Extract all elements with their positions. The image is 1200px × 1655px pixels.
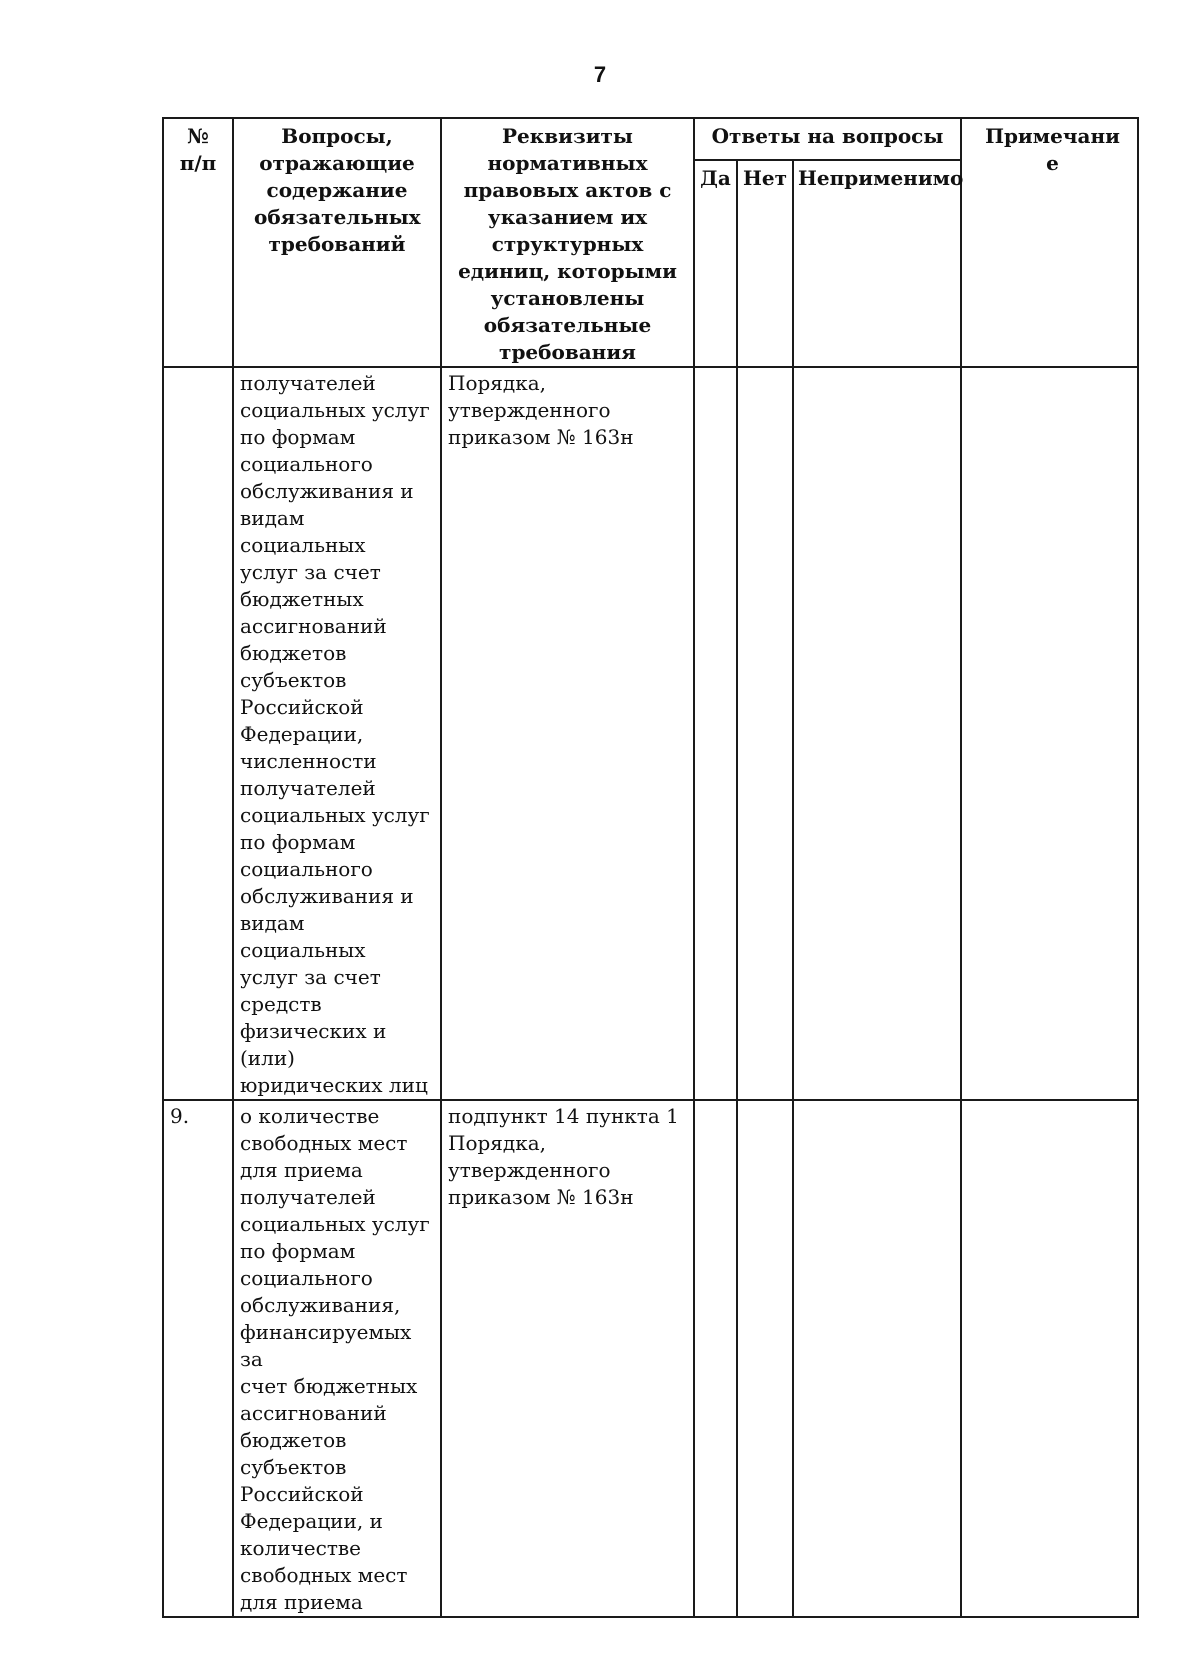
row-number [163,367,233,1100]
header-answers: Ответы на вопросы [694,118,961,160]
row-requisite: подпункт 14 пункта 1 Порядка, утвержденного приказом № 163н [441,1100,694,1617]
answer-na-cell[interactable] [793,367,961,1100]
answer-yes-cell[interactable] [694,367,737,1100]
header-questions: Вопросы, отражающие содержание обязательных требований [233,118,441,367]
header-no: Нет [737,160,793,367]
header-not-applicable: Неприменимо [793,160,961,367]
answer-na-cell[interactable] [793,1100,961,1617]
answer-yes-cell[interactable] [694,1100,737,1617]
row-question: о количестве свободных мест для приема получателей социальных услуг по формам социального обслуживания, финансируемых за счет бюджетных ассигнований бюджетов субъектов Российской Федерации, и количестве свободных мест для приема [233,1100,441,1617]
table-row [163,1100,1138,1617]
row-question: получателей социальных услуг по формам социального обслуживания и видам социальных услуг за счет бюджетных ассигнований бюджетов субъектов Российской Федерации, численности получателей социальных услуг по формам социального обслуживания и видам социальных услуг за счет средств физических и (или) юридических лиц [233,367,441,1100]
header-requisites: Реквизиты нормативных правовых актов с указанием их структурных единиц, которыми установлены обязательные требования [441,118,694,367]
note-cell[interactable] [961,1100,1138,1617]
row-number: 9. [163,1100,233,1617]
answer-no-cell[interactable] [737,1100,793,1617]
row-requisite: Порядка, утвержденного приказом № 163н [441,367,694,1100]
checklist-table [162,117,1139,1618]
answer-no-cell[interactable] [737,367,793,1100]
table-row [163,367,1138,1100]
header-yes: Да [694,160,737,367]
header-num: № п/п [163,118,233,367]
note-cell[interactable] [961,367,1138,1100]
page-number: 7 [593,62,607,87]
header-row [163,118,1138,160]
header-note: Примечание [961,118,1138,367]
